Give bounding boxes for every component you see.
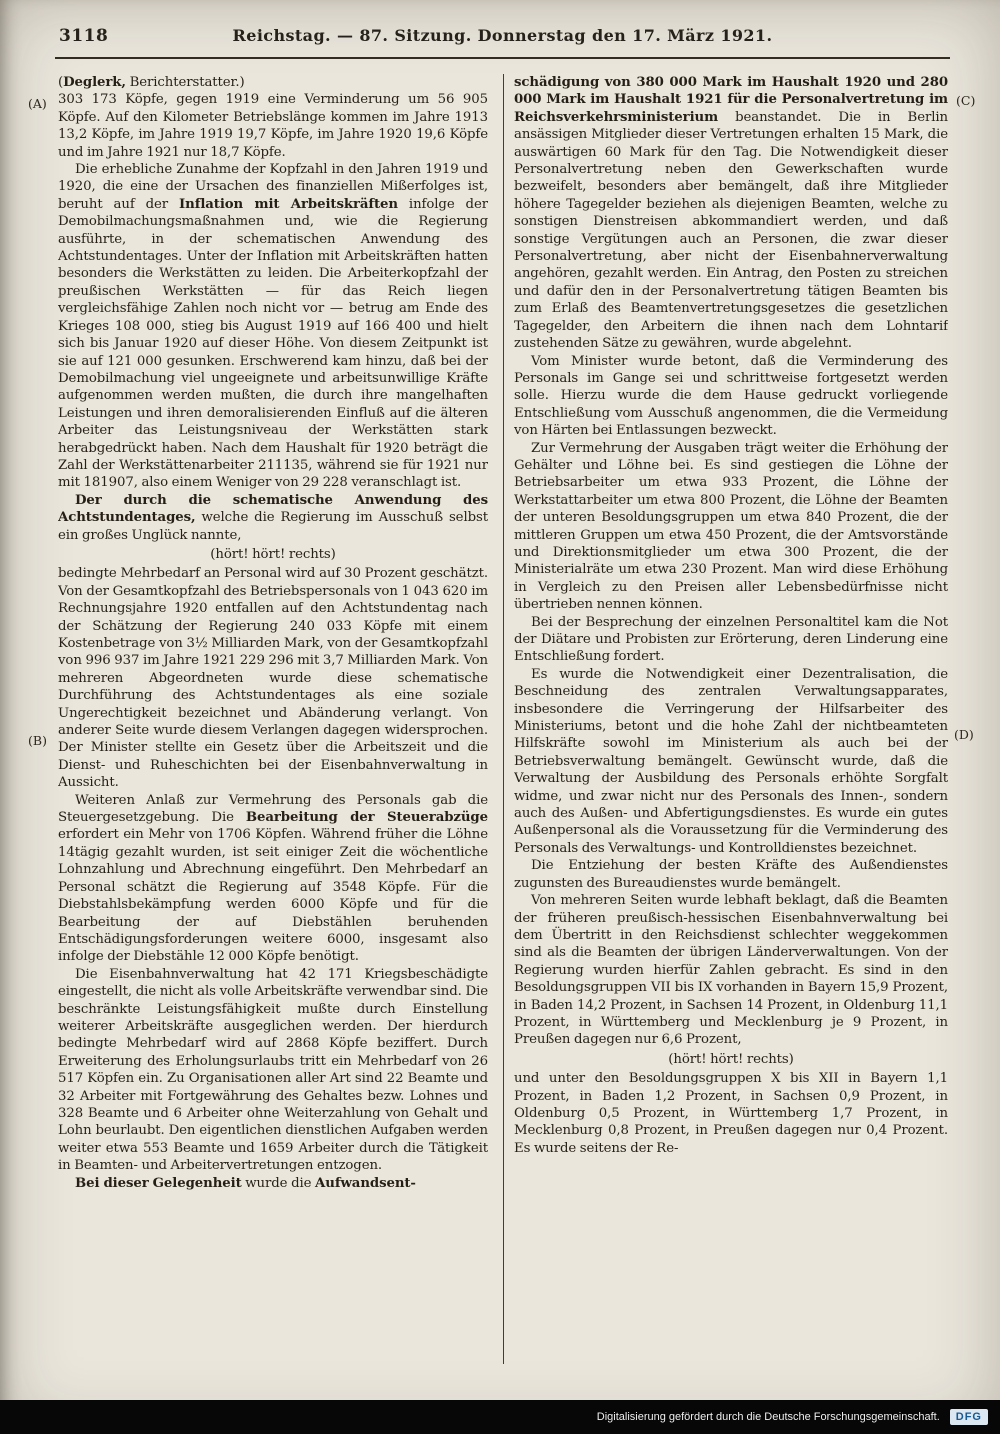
page-header [55,26,950,52]
paragraph: und unter den Besoldungsgruppen X bis XII in Bayern 1,1 Prozent, in Baden 1,2 Prozent, in Sachsen 0,9 Prozent, in Oldenburg 0,5 Prozent, in Württemberg 1,7 Prozent, in Mecklenburg 0,8 Prozent, in Preußen dagegen nur 0,4 Prozent. Es wurde seitens der Re- [514,1071,948,1156]
paragraph: Weiteren Anlaß zur Vermehrung des Personals gab die Steuergesetzgebung. Die Bearbeitung der Steuerabzüge erfordert ein Mehr von 1706 Köpfen. Während früher die Löhne 14tägig gezahlt wurden, ist seit einiger Zeit die wöchentliche Lohnzahlung und Abrechnung eingeführt. Den Mehrbedarf an Personal schätzt die Regierung auf 3548 Köpfe. Für die Diebstahlsbekämpfung werden 6000 Köpfe und für die Bearbeitung der auf Diebstählen beruhenden Entschädigungsforderungen weitere 6000, insgesamt also infolge der Diebstähle 12 000 Köpfe benötigt. [58,792,488,965]
page-title: Reichstag. — 87. Sitzung. Donnerstag den 17. März 1921. [232,26,773,45]
paragraph: bedingte Mehrbedarf an Personal wird auf 30 Prozent geschätzt. Von der Gesamtkopfzahl des Betriebspersonals von 1 043 620 im Rechnungsjahre 1920 entfallen auf den Achtstundentag nach der Schätzung der Regierung 240 033 Köpfe mit einem Kostenbetrage von 3½ Milliarden Mark, von der Gesamtkopfzahl von 996 937 im Jahre 1921 229 296 mit 3,7 Milliarden Mark. Von mehreren Abgeordneten wurde diese schematische Durchführung des Achtstundentages als eine soziale Ungerechtigkeit bezeichnet und Abänderung verlangt. Von anderer Seite wurde diesem Verlangen dagegen widersprochen. Der Minister stellte ein Gesetz über die Arbeitszeit und die Dienst- und Ruheschichten bei der Eisenbahnverwaltung in Aussicht. [58,566,488,791]
paragraph: Bei der Besprechung der einzelnen Personaltitel kam die Not der Diätare und Probisten zur Erörterung, deren Linderung eine Entschließung fordert. [514,614,948,665]
paragraph: (hört! hört! rechts) [668,1051,794,1067]
dfg-logo: DFG [950,1409,988,1425]
paragraph: Es wurde die Notwendigkeit einer Dezentralisation, die Beschneidung des zentralen Verwaltungsapparates, insbesondere die Verringerung der Hilfsarbeiter des Ministeriums, betont und die hohe Zahl der nichtbeamteten Hilfskräfte sowohl im Ministerium als auch bei der Betriebsverwaltung bemängelt. Gewünscht wurde, daß die Verwaltung der Ausbildung des Personals erhöhte Sorgfalt widme, und zwar nicht nur des Personals des Innen-, sondern auch des Außen- und Abfertigungsdienstes. Es wurde ein gutes Außenpersonal als die Voraussetzung für die Verminderung des Personals des Verwaltungs- und Kontrolldienstes bezeichnet. [514,666,948,856]
paragraph: (hört! hört! rechts) [210,546,336,562]
margin-mark-a: (A) [28,96,47,111]
page-number: 3118 [59,26,109,46]
paragraph: Vom Minister wurde betont, daß die Verminderung des Personals im Gange sei und schrittweise fortgesetzt werden solle. Hierzu wurde die dem Hause gedruckt vorliegende Entschließung vom Ausschuß angenommen, die die Vermeidung von Härten bei Entlassungen bezweckt. [514,353,948,439]
paragraph: Die Entziehung der besten Kräfte des Außendienstes zugunsten des Bureaudienstes wurde bemängelt. [514,858,948,891]
paragraph: Zur Vermehrung der Ausgaben trägt weiter die Erhöhung der Gehälter und Löhne bei. Es sind gestiegen die Löhne der Betriebsarbeiter um etwa 933 Prozent, die Löhne der Werkstattarbeiter um etwa 800 Prozent, die Löhne der Beamten der unteren Besoldungsgruppen um etwa 840 Prozent, die der mittleren Gruppen um etwa 450 Prozent, die der Amtsvorstände und Direktionsmitglieder um etwa 300 Prozent, die der Ministerialräte um etwa 230 Prozent. Man wird diese Erhöhung in Vergleich zu den Preisen aller Lebensbedürfnisse nicht übertrieben nennen können. [514,440,948,613]
left-column [58,74,488,1370]
paragraph: (Deglerk, Berichterstatter.) [58,75,245,90]
margin-mark-c: (C) [956,93,976,108]
paragraph: Bei dieser Gelegenheit wurde die Aufwandsent- [75,1175,416,1191]
margin-mark-d: (D) [954,727,974,742]
digitization-credit: Digitalisierung gefördert durch die Deutsche Forschungsgemeinschaft. [596,1411,940,1423]
paragraph: Die erhebliche Zunahme der Kopfzahl in den Jahren 1919 und 1920, die eine der Ursachen des finanziellen Mißerfolges ist, beruht auf der Inflation mit Arbeitskräften infolge der Demobilmachungsmaßnahmen und, wie die Regierung ausführte, in der schematischen Anwendung des Achtstundentages. Unter der Inflation mit Arbeitskräften hatten besonders die Werkstätten zu leiden. Die Arbeiterkopfzahl der preußischen Werkstätten — für das Reich liegen vergleichsfähige Zahlen noch nicht vor — betrug am Ende des Krieges 108 000, stieg bis August 1919 auf 166 400 und hielt sich bis Januar 1920 auf dieser Höhe. Von diesem Zeitpunkt ist sie auf 121 000 gesunken. Erschwerend kam hinzu, daß bei der Demobilmachung viel ungeeignete und arbeitsunwillige Kräfte aufgenommen werden mußten, die durch ihre mangelhaften Leistungen und ihren demoralisierenden Einfluß auf die älteren Arbeiter das Leistungsniveau der Werkstätten stark herabgedrückt haben. Nach dem Haushalt für 1920 beträgt die Zahl der Werkstättenarbeiter 211135, während sie für 1921 nur mit 181907, also einem Weniger von 29 228 veranschlagt ist. [58,162,488,491]
paragraph: schädigung von 380 000 Mark im Haushalt 1920 und 280 000 Mark im Haushalt 1921 für die Personalvertretung im Reichsverkehrsministerium beanstandet. Die in Berlin ansässigen Mitglieder dieser Vertretungen erhalten 15 Mark, die auswärtigen 60 Mark für den Tag. Die Notwendigkeit dieser Personalvertretung neben den Gewerkschaften wurde bezweifelt, besonders aber bemängelt, daß ihre Mitglieder höhere Tagegelder beziehen als diejenigen Beamten, welche zu sonstigen Dienstreisen abkommandiert werden, und daß sonstige Vergütungen auch an Personen, die zwar dieser Personalvertretung, aber nicht der Eisenbahnerverwaltung angehören, gezahlt werden. Ein Antrag, den Posten zu streichen und dafür den in der Personalvertretung tätigen Beamten bis zum Erlaß des Beamtenvertretungsgesetzes die gesetzlichen Tagegelder, den Arbeitern die ihnen nach dem Lohntarif zustehenden Sätze zu gewähren, wurde abgelehnt. [514,75,948,352]
paragraph: Der durch die schematische Anwendung des Achtstundentages, welche die Regierung im Ausschuß selbst ein großes Unglück nannte, [58,492,488,543]
header-rule [55,57,950,59]
digitization-footer-bar [0,1400,1000,1434]
paragraph: 303 173 Köpfe, gegen 1919 eine Verminderung um 56 905 Köpfe. Auf den Kilometer Betriebslänge kommen im Jahre 1913 13,2 Köpfe, im Jahre 1919 19,7 Köpfe, im Jahre 1920 19,6 Köpfe und im Jahre 1921 nur 18,7 Köpfe. [58,92,488,160]
margin-mark-b: (B) [28,733,47,748]
right-column [514,74,948,1370]
column-divider-rule [503,74,504,1364]
paragraph: Von mehreren Seiten wurde lebhaft beklagt, daß die Beamten der früheren preußisch-hessischen Eisenbahnverwaltung bei dem Übertritt in den Reichsdienst schlechter weggekommen sind als die Beamten der übrigen Länderverwaltungen. Von der Regierung wurden hierfür Zahlen gebracht. Es sind in den Besoldungsgruppen VII bis IX vorhanden in Bayern 15,9 Prozent, in Baden 14,2 Prozent, in Sachsen 14 Prozent, in Oldenburg 11,1 Prozent, in Württemberg und Mecklenburg je 9 Prozent, in Preußen dagegen nur 6,6 Prozent, [514,893,948,1048]
paragraph: Die Eisenbahnverwaltung hat 42 171 Kriegsbeschädigte eingestellt, die nicht als volle Arbeitskräfte verwendbar sind. Die beschränkte Leistungsfähigkeit mußte durch Einstellung weiterer Arbeitskräfte ausgeglichen werden. Der hierdurch bedingte Mehrbedarf wird auf 2868 Köpfe beziffert. Durch Erweiterung des Erholungsurlaubs tritt ein Mehrbedarf von 26 517 Köpfen ein. Zu Organisationen aller Art sind 22 Beamte und 32 Arbeiter mit Fortgewährung des Gehaltes bezw. Lohnes und 328 Beamte und 6 Arbeiter ohne Weiterzahlung von Gehalt und Lohn beurlaubt. Den eigentlichen dienstlichen Aufgaben werden weiter etwa 553 Beamte und 1659 Arbeiter durch die Tätigkeit in Beamten- und Arbeitervertretungen entzogen. [58,966,488,1174]
